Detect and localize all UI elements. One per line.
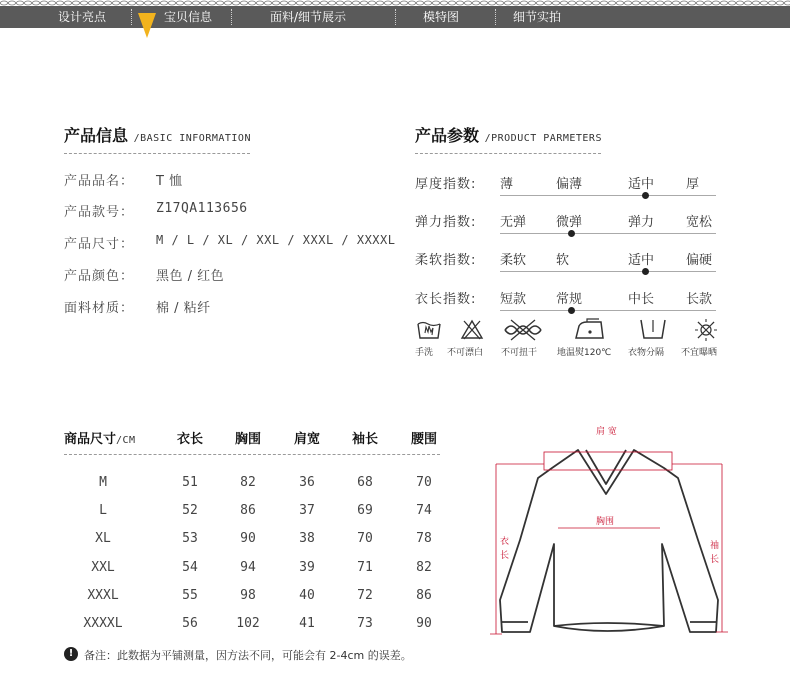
product-params-heading <box>415 123 602 146</box>
param-option: 微弹 <box>556 215 583 230</box>
size-table-size-cell: L <box>99 503 107 519</box>
sleeve-label-2: 长 <box>710 555 720 565</box>
nav-separator <box>395 9 396 25</box>
size-table-cell: 86 <box>240 503 256 519</box>
size-table-cell: 70 <box>416 475 432 490</box>
hand-wash-icon <box>416 318 442 342</box>
size-table-cell: 102 <box>236 616 260 631</box>
size-table-header: 胸围 <box>234 432 261 447</box>
size-table-title-text: 商品尺寸 <box>64 432 117 447</box>
nav-tab-fabric-details[interactable]: 面料/细节展示 <box>270 10 347 24</box>
param-selected-dot <box>568 230 575 237</box>
size-table-cell: 98 <box>240 587 256 603</box>
info-label-material: 面料材质： <box>64 301 135 316</box>
size-table-cell: 70 <box>357 531 373 547</box>
low-iron-icon <box>573 318 607 342</box>
product-info-title: 产品信息 <box>64 126 129 145</box>
size-table-cell: 74 <box>416 503 432 519</box>
param-option: 长款 <box>686 292 713 307</box>
nav-tab-product-info[interactable]: 宝贝信息 <box>164 10 213 24</box>
size-table-size-cell: M <box>99 475 107 490</box>
care-label-no-sun-dry: 不宜曝晒 <box>681 348 718 358</box>
param-label: 厚度指数: <box>415 177 477 192</box>
size-table-cell: 82 <box>240 475 256 490</box>
param-scale-line <box>500 233 716 234</box>
product-info-heading <box>64 123 251 146</box>
size-table-cell: 68 <box>357 475 373 490</box>
nav-separator <box>131 9 132 25</box>
size-table-title <box>64 428 136 447</box>
size-table-cell: 56 <box>182 616 198 631</box>
care-label-separate-wash: 衣物分隔 <box>628 348 665 358</box>
product-info-subtitle: /BASIC INFORMATION <box>133 133 251 144</box>
shoulder-label: 肩 宽 <box>596 427 617 437</box>
size-table-cell: 37 <box>299 503 315 519</box>
no-sun-dry-icon <box>694 318 718 342</box>
size-table-cell: 82 <box>416 559 432 575</box>
info-value-sizes: M / L / XL / XXL / XXXL / XXXXL <box>156 233 396 247</box>
product-info-divider <box>64 153 250 154</box>
care-label-hand-wash: 手洗 <box>415 348 434 358</box>
size-table-cell: 72 <box>357 587 373 603</box>
size-table-divider <box>64 454 440 455</box>
size-table-cell: 40 <box>299 587 315 603</box>
care-label-no-bleach: 不可漂白 <box>447 348 484 358</box>
param-option: 适中 <box>628 253 655 268</box>
param-selected-dot <box>642 268 649 275</box>
no-wring-icon <box>503 318 543 342</box>
size-table-cell: 52 <box>182 503 198 519</box>
size-table-cell: 90 <box>240 531 256 547</box>
product-params-subtitle: /PRODUCT PARMETERS <box>484 133 602 144</box>
length-label-2: 长 <box>500 551 510 561</box>
size-table-cell: 94 <box>240 559 256 575</box>
size-table-cell: 86 <box>416 587 432 603</box>
param-scale-line <box>500 271 716 272</box>
active-tab-marker <box>138 13 156 38</box>
chest-label: 胸围 <box>596 517 615 527</box>
product-params-divider <box>415 153 601 154</box>
info-label-style-no: 产品款号： <box>64 205 135 220</box>
info-value-material: 棉 / 粘纤 <box>156 301 211 316</box>
param-selected-dot <box>568 307 575 314</box>
info-label-colors: 产品颜色： <box>64 269 135 284</box>
info-value-colors: 黑色 / 红色 <box>156 269 225 284</box>
param-option: 中长 <box>628 292 655 307</box>
param-label: 衣长指数: <box>415 292 477 307</box>
care-icons-row <box>415 318 735 362</box>
param-label: 柔软指数: <box>415 253 477 268</box>
info-value-name: T 恤 <box>156 174 183 189</box>
info-value-style-no: Z17QA113656 <box>156 201 248 216</box>
param-option: 常规 <box>556 292 583 307</box>
length-label-1: 衣 <box>500 537 510 547</box>
param-option: 厚 <box>686 177 700 192</box>
size-table-cell: 53 <box>182 531 198 547</box>
size-table-cell: 69 <box>357 503 373 519</box>
size-table-cell: 55 <box>182 587 198 603</box>
product-params-title: 产品参数 <box>415 126 480 145</box>
size-table-cell: 78 <box>416 531 432 547</box>
param-option: 软 <box>556 253 570 268</box>
nav-separator <box>231 9 232 25</box>
care-label-low-iron: 地温熨120℃ <box>557 348 612 358</box>
no-bleach-icon <box>460 318 484 342</box>
param-option: 偏硬 <box>686 253 713 268</box>
info-label-name: 产品品名： <box>64 174 135 189</box>
size-table-size-cell: XXXL <box>87 587 119 603</box>
nav-tab-design-highlights[interactable]: 设计亮点 <box>58 10 107 24</box>
separate-wash-icon <box>638 318 668 342</box>
param-selected-dot <box>642 192 649 199</box>
size-table-unit: /CM <box>116 435 136 446</box>
param-option: 偏薄 <box>556 177 583 192</box>
param-option: 柔软 <box>500 253 527 268</box>
size-table-cell: 39 <box>299 559 315 575</box>
param-option: 短款 <box>500 292 527 307</box>
size-note: 备注：此数据为平铺测量，因方法不同，可能会有 2-4cm 的误差。 <box>84 649 412 662</box>
param-option: 薄 <box>500 177 514 192</box>
size-table-cell: 73 <box>357 616 373 631</box>
param-scale-line <box>500 310 716 311</box>
param-label: 弹力指数: <box>415 215 477 230</box>
nav-separator <box>495 9 496 25</box>
garment-measure-diagram <box>490 420 730 652</box>
nav-tab-detail-photos[interactable]: 细节实拍 <box>513 10 562 24</box>
info-label-sizes: 产品尺寸： <box>64 237 135 252</box>
size-table-cell: 51 <box>182 475 198 490</box>
size-table-cell: 38 <box>299 531 315 547</box>
param-option: 宽松 <box>686 215 713 230</box>
size-table-cell: 36 <box>299 475 315 490</box>
size-table-cell: 90 <box>416 616 432 631</box>
note-alert-icon: ! <box>64 647 78 661</box>
size-table-size-cell: XXL <box>91 559 115 575</box>
sweater-outline <box>500 450 718 632</box>
size-table-header: 袖长 <box>351 432 378 447</box>
size-table-cell: 41 <box>299 616 315 631</box>
size-table-header: 肩宽 <box>293 432 320 447</box>
param-option: 适中 <box>628 177 655 192</box>
nav-tab-model-photos[interactable]: 模特图 <box>423 10 460 24</box>
size-table-size-cell: XXXXL <box>83 616 123 631</box>
size-table-cell: 71 <box>357 559 373 575</box>
size-table-header: 腰围 <box>410 432 437 447</box>
size-table-size-cell: XL <box>95 531 111 547</box>
param-option: 弹力 <box>628 215 655 230</box>
param-scale-line <box>500 195 716 196</box>
param-option: 无弹 <box>500 215 527 230</box>
size-table-cell: 54 <box>182 559 198 575</box>
care-label-no-wring: 不可扭干 <box>501 348 538 358</box>
size-table-header: 衣长 <box>176 432 203 447</box>
sleeve-label-1: 袖 <box>710 541 720 551</box>
